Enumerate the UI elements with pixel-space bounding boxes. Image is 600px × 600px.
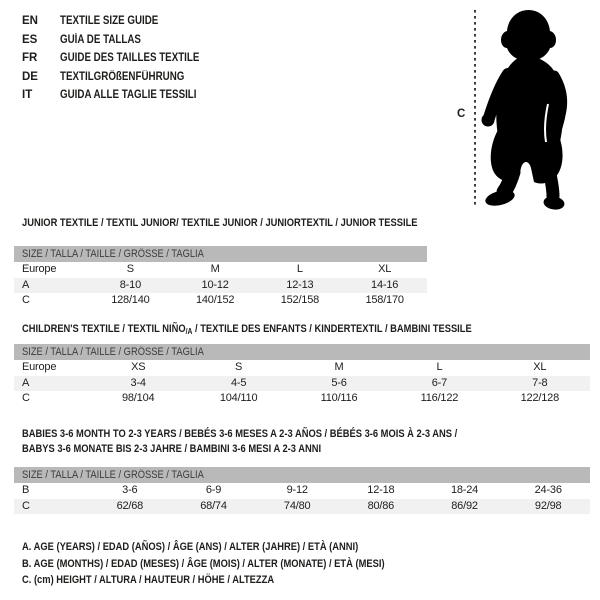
junior-size-table [14,246,427,309]
language-row-fr [22,49,224,68]
language-label: GUIDE DES TAILLES TEXTILE [60,52,200,65]
size-value: 9-12 [286,484,308,496]
note-age-years: A. AGE (YEARS) / EDAD (AÑOS) / ÂGE (ANS) / ALTER (JAHRE) / ETÀ (ANNI) [22,541,359,553]
language-label: GUÍA DE TALLAS [60,33,141,46]
size-value: 122/128 [520,392,560,405]
language-code: EN [22,15,38,27]
language-row-en [22,12,224,31]
size-value: XL [533,361,547,373]
table-row [14,391,590,407]
size-header-text: SIZE / TALLA / TAILLE / GRÖSSE / TAGLIA [22,469,204,481]
size-value: 140/152 [195,294,235,307]
size-header-text: SIZE / TALLA / TAILLE / GRÖSSE / TAGLIA [22,248,204,260]
height-measure-label: C [457,108,466,120]
size-value: 74/80 [283,499,311,512]
language-row-it [22,86,224,105]
row-label: A [22,376,30,389]
row-label: C [22,294,30,307]
size-value: 12-18 [367,484,395,496]
toddler-silhouette-icon [470,6,592,212]
size-value: 110/116 [320,392,358,405]
size-value: 8-10 [119,278,141,291]
size-value: L [296,263,303,275]
size-value: XL [378,263,392,275]
row-label: A [22,278,30,291]
babies-size-table [14,467,590,514]
size-value: 6-7 [431,376,448,389]
subscript-text: /A [185,327,193,336]
language-row-de [22,68,224,87]
language-code: DE [22,70,38,83]
size-value: 10-12 [201,278,229,291]
size-value: 5-6 [331,376,347,389]
size-value: 24-36 [534,484,562,496]
size-value: 92/98 [534,499,562,512]
size-value: 68/74 [200,499,227,512]
size-value: 7-8 [532,376,548,389]
size-value: 3-6 [122,484,138,496]
size-value: S [126,263,134,275]
note-age-months: B. AGE (MONTHS) / EDAD (MESES) / ÂGE (MOIS) / ALTER (MONATE) / ETÀ (MESI) [22,557,385,570]
language-label: TEXTILGRÖßENFÜHRUNG [60,70,185,83]
note-height-cm: C. (cm) HEIGHT / ALTURA / HAUTEUR / HÖHE / ALTEZZA [22,574,275,586]
language-list [22,12,224,105]
language-code: IT [22,89,33,102]
size-value: 18-24 [450,484,479,496]
language-row-es [22,31,224,50]
table-row [14,376,590,392]
size-header-bar [14,246,427,262]
size-value: 116/122 [420,392,459,405]
language-label: GUIDA ALLE TAGLIE TESSILI [60,89,197,102]
row-label: C [22,392,30,405]
size-header-bar [14,467,590,483]
size-value: M [210,263,220,275]
row-label: B [22,484,30,496]
children-table-title: CHILDREN'S TEXTILE / TEXTIL NIÑO/A / TEXTILE DES ENFANTS / KINDERTEXTIL / BAMBINI TESSILE [22,323,472,336]
language-label: TEXTILE SIZE GUIDE [60,15,159,27]
size-value: 86/92 [451,499,478,512]
row-label: C [22,499,30,512]
size-value: 152/158 [280,294,320,307]
size-value: 14-16 [371,278,399,291]
size-value: 4-5 [230,376,247,389]
size-value: 104/110 [219,392,258,405]
language-code: FR [22,52,38,65]
row-label: Europe [22,263,57,275]
size-header-bar [14,344,590,360]
table-row [14,293,427,309]
size-value: S [235,361,243,373]
children-size-table [14,344,590,407]
size-value: 98/104 [121,392,155,405]
size-value: 6-9 [205,484,222,496]
size-value: 12-13 [286,278,314,291]
table-row [14,483,590,499]
babies-table-title: BABIES 3-6 MONTH TO 2-3 YEARS / BEBÉS 3-6 MESES A 2-3 AÑOS / BÉBÉS 3-6 MOIS À 2-3 ANS / BABYS 3-6 MONATE BIS 2-3 JAHRE / BAMBINI 3-6 MESI A 2-3 ANNI [22,428,458,455]
size-value: 158/170 [365,294,404,307]
table-row [14,360,590,376]
size-value: M [334,361,344,373]
size-value: XS [131,361,146,373]
legend-notes [22,539,449,589]
size-value: 128/140 [111,294,150,307]
junior-table-title: JUNIOR TEXTILE / TEXTIL JUNIOR/ TEXTILE JUNIOR / JUNIORTEXTIL / JUNIOR TESSILE [22,217,418,229]
size-value: L [436,361,443,373]
size-header-text: SIZE / TALLA / TAILLE / GRÖSSE / TAGLIA [22,346,204,358]
size-value: 62/68 [116,499,144,512]
language-code: ES [22,33,38,46]
table-row [14,262,427,278]
table-row [14,499,590,515]
table-row [14,278,427,294]
size-value: 3-4 [130,376,146,389]
row-label: Europe [22,361,57,373]
size-value: 80/86 [367,499,395,512]
